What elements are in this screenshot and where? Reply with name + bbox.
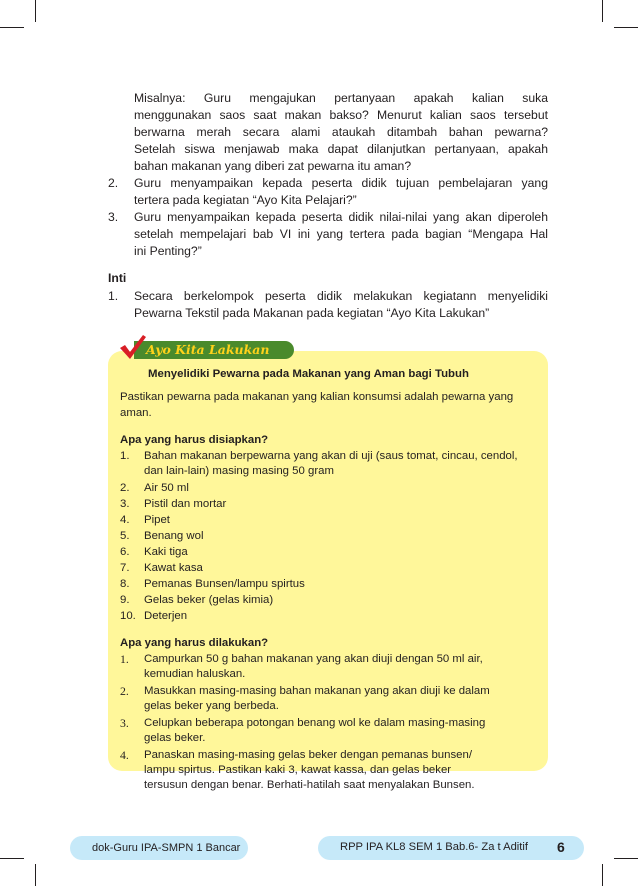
footer-document-label: RPP IPA KL8 SEM 1 Bab.6- Za t Aditif — [340, 841, 528, 853]
crop-mark — [614, 858, 638, 859]
step-number: 2. — [108, 176, 119, 190]
crop-mark — [602, 864, 603, 886]
intro-line: Setelah siswa menjawab maka dapat dilanjutkan pertanyaan, apakah — [134, 142, 548, 156]
crop-mark — [0, 27, 24, 28]
do-number: 3. — [120, 716, 129, 730]
intro-line: bahan makanan yang diberi zat pewarna itu aman? — [134, 159, 412, 173]
prep-line: Deterjen — [144, 610, 188, 622]
do-line: tersusun dengan benar. Berhati-hatilah saat menyalakan Bunsen. — [144, 779, 475, 791]
crop-mark — [614, 27, 638, 28]
step-number: 3. — [108, 210, 119, 224]
prep-line: Pistil dan mortar — [144, 498, 227, 510]
prep-number: 2. — [120, 482, 130, 494]
do-line: lampu spirtus. Pastikan kaki 3, kawat kassa, dan gelas beker — [144, 764, 452, 776]
do-line: Masukkan masing-masing bahan makanan yang akan diuji ke dalam — [144, 685, 490, 697]
inti-line: Secara berkelompok peserta didik melakukan kegiatann menyelidiki — [134, 289, 548, 303]
do-line: gelas beker. — [144, 732, 206, 744]
activity-title: Menyelidiki Pewarna pada Makanan yang Aman bagi Tubuh — [148, 368, 469, 380]
checkmark-icon — [117, 333, 147, 361]
activity-badge-label: Ayo Kita Lakukan — [146, 342, 270, 357]
prep-line: Air 50 ml — [144, 482, 189, 494]
step-line: ini Penting?” — [134, 244, 202, 258]
prep-line: dan lain-lain) masing masing 50 gram — [144, 465, 334, 477]
step-line: setelah mempelajari bab VI ini yang tertera pada bagian “Mengapa Hal — [134, 227, 548, 241]
crop-mark — [602, 0, 603, 22]
inti-line: Pewarna Tekstil pada Makanan pada kegiatan “Ayo Kita Lakukan” — [134, 306, 490, 320]
prep-line: Kaki tiga — [144, 546, 188, 558]
do-line: Campurkan 50 g bahan makanan yang akan diuji dengan 50 ml air, — [144, 653, 483, 665]
do-line: gelas beker yang berbeda. — [144, 700, 279, 712]
prep-line: Pemanas Bunsen/lampu spirtus — [144, 578, 305, 590]
section-heading-inti: Inti — [108, 271, 127, 285]
step-line: tertera pada kegiatan “Ayo Kita Pelajari?” — [134, 193, 357, 207]
prep-number: 8. — [120, 578, 130, 590]
prep-number: 9. — [120, 594, 130, 606]
prep-number: 3. — [120, 498, 130, 510]
activity-intro-line: Pastikan pewarna pada makanan yang kalian konsumsi adalah pewarna yang — [120, 391, 514, 403]
prep-number: 10. — [120, 610, 136, 622]
step-line: Guru menyampaikan kepada peserta didik nilai-nilai yang akan diperoleh — [134, 210, 548, 224]
do-line: Panaskan masing-masing gelas beker dengan pemanas bunsen/ — [144, 749, 473, 761]
prep-heading: Apa yang harus disiapkan? — [120, 434, 269, 446]
prep-number: 1. — [120, 450, 130, 462]
do-number: 1. — [120, 652, 129, 666]
activity-intro-line: aman. — [120, 407, 152, 419]
prep-line: Bahan makanan berpewarna yang akan di uji (saus tomat, cincau, cendol, — [144, 450, 518, 462]
do-number: 2. — [120, 684, 129, 698]
crop-mark — [35, 864, 36, 886]
footer-source-label: dok-Guru IPA-SMPN 1 Bancar — [92, 842, 241, 854]
prep-line: Benang wol — [144, 530, 204, 542]
page-number: 6 — [557, 839, 565, 855]
crop-mark — [0, 858, 24, 859]
step-line: Guru menyampaikan kepada peserta didik tujuan pembelajaran yang — [134, 176, 548, 190]
inti-number: 1. — [108, 289, 119, 303]
intro-line: menggunakan saos saat makan bakso? Menurut kalian saos tersebut — [134, 108, 548, 122]
do-number: 4. — [120, 748, 129, 762]
crop-mark — [35, 0, 36, 22]
intro-line: berwarna merah secara alami ataukah ditambah bahan pewarna? — [134, 125, 548, 139]
intro-line: Misalnya: Guru mengajukan pertanyaan apakah kalian suka — [134, 91, 548, 105]
prep-number: 5. — [120, 530, 130, 542]
prep-line: Pipet — [144, 514, 170, 526]
prep-number: 6. — [120, 546, 130, 558]
prep-number: 4. — [120, 514, 130, 526]
prep-line: Kawat kasa — [144, 562, 203, 574]
do-heading: Apa yang harus dilakukan? — [120, 637, 269, 649]
do-line: Celupkan beberapa potongan benang wol ke dalam masing-masing — [144, 717, 486, 729]
do-line: kemudian haluskan. — [144, 668, 246, 680]
prep-line: Gelas beker (gelas kimia) — [144, 594, 274, 606]
prep-number: 7. — [120, 562, 130, 574]
